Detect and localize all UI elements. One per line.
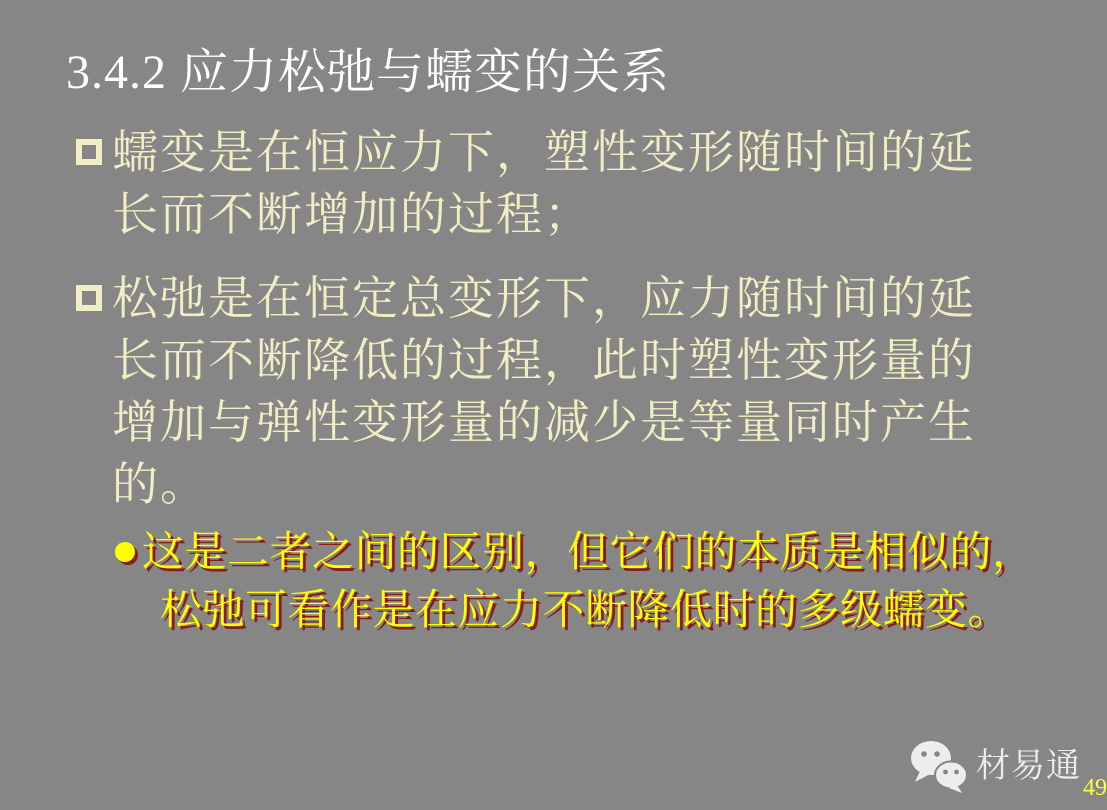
bullet-list [76,122,1036,538]
bullet-item-relaxation [76,268,1036,516]
wechat-icon [908,738,970,794]
bullet-item-creep [76,122,1036,246]
bullet-text-line: 松弛是在恒定总变形下，应力随时间的延 [112,273,976,324]
page-number: 49 [1083,775,1107,801]
watermark-brand: 材易通 [976,747,1081,785]
emphasis-note [115,524,1035,640]
filled-circle-bullet-icon [115,542,135,562]
slide-title: 3.4.2 应力松弛与蠕变的关系 [66,46,671,99]
bullet-text-line: 长而不断增加的过程； [112,189,592,240]
bullet-text-line: 增加与弹性变形量的减少是等量同时产生 [112,397,976,448]
emphasis-text-line: 松弛可看作是在应力不断降低时的多级蠕变。 [160,588,1011,634]
bullet-text-line: 长而不断降低的过程，此时塑性变形量的 [112,335,976,386]
bullet-text-line: 蠕变是在恒应力下，塑性变形随时间的延 [112,127,976,178]
watermark [908,738,1107,801]
hollow-square-bullet-icon [76,285,102,311]
bullet-text-line: 的。 [112,459,208,510]
emphasis-text-line: 这是二者之间的区别，但它们的本质是相似的， [142,530,1035,576]
hollow-square-bullet-icon [76,139,102,165]
